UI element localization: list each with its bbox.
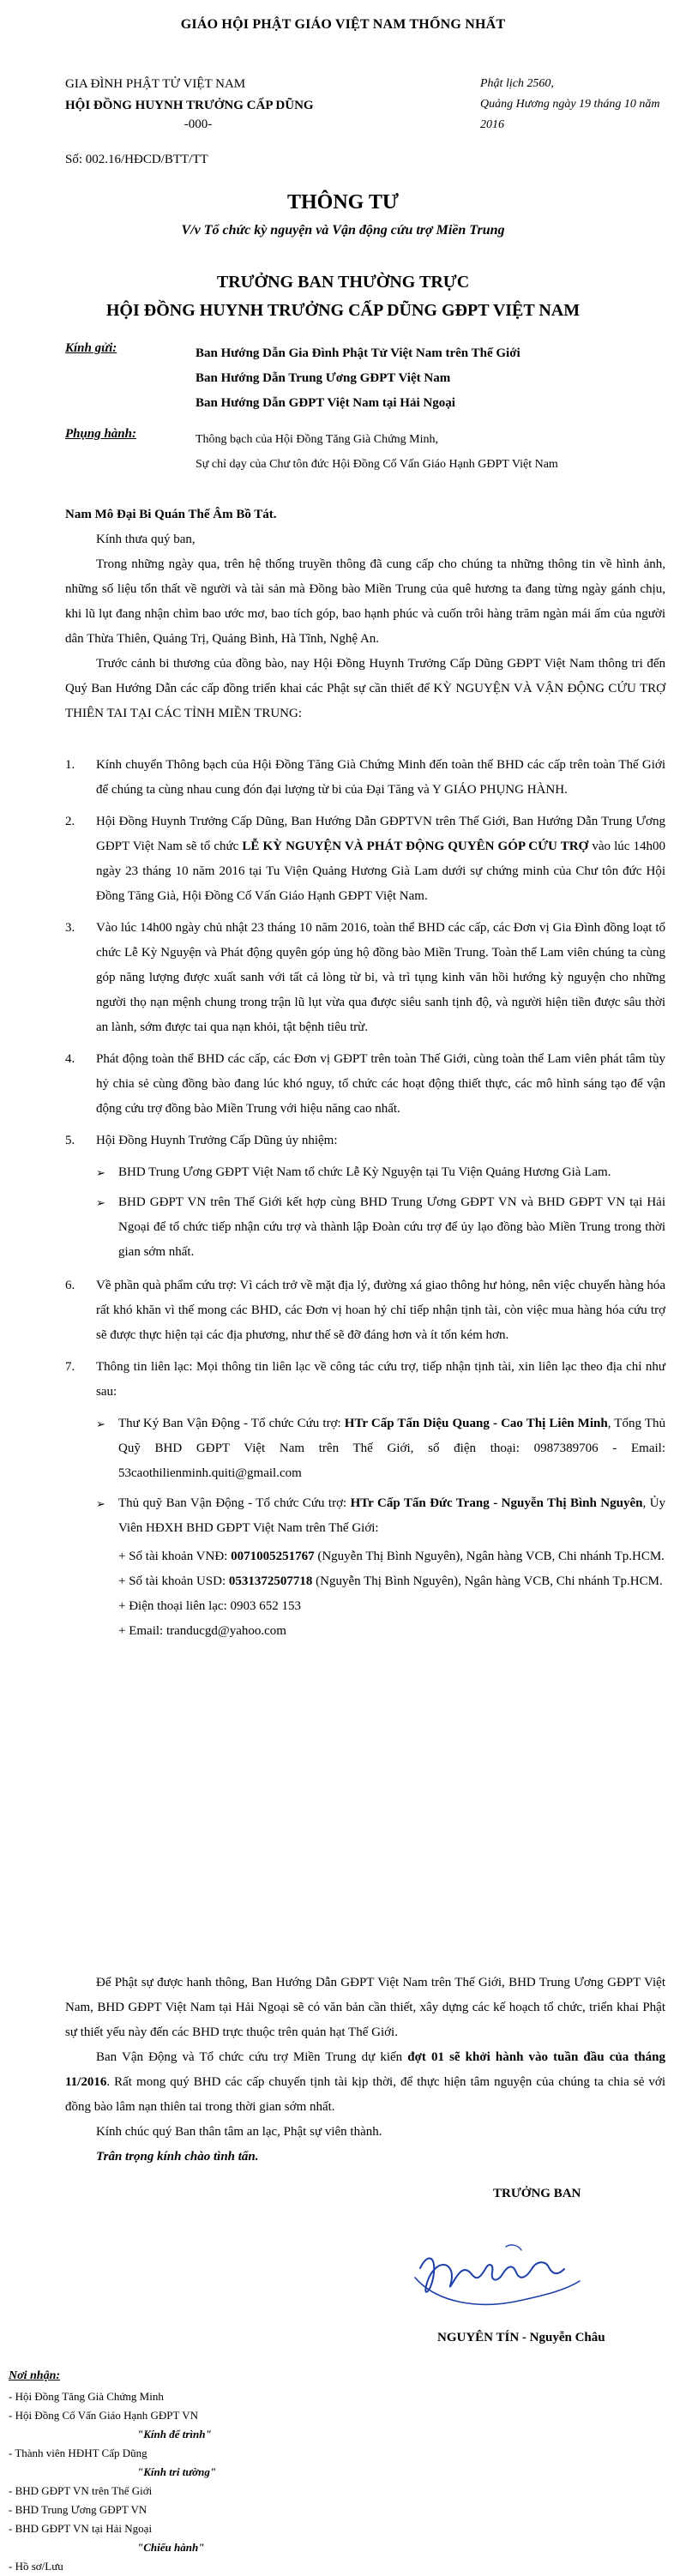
item-number: 6. (65, 1279, 75, 1292)
item-text: vào lúc 14h00 ngày 23 tháng 10 năm 2016 tại Tu Viện Quảng Hương Già Lam dưới sự chứng minh của Chư tôn đức Hội Đồng Tăng Già, Hội Đồng Cố Vấn Giáo Hạnh GĐPT Việt Nam. (96, 840, 666, 903)
item-number: 4. (65, 1052, 75, 1066)
recipient-item: - BHD Trung Ương GĐPT VN (9, 2503, 147, 2516)
account-detail: (Nguyễn Thị Bình Nguyên), Ngân hàng VCB, Chi nhánh Tp.HCM. (312, 1574, 663, 1588)
document-type: THÔNG TƯ (286, 191, 400, 214)
body-intro (65, 503, 665, 726)
contact-email-line[interactable]: + Email: tranducgd@yahoo.com (118, 1624, 286, 1638)
directive-list (65, 753, 665, 1644)
item-number: 7. (65, 1360, 75, 1374)
list-item (65, 1355, 665, 1405)
list-item (65, 916, 665, 1040)
paragraph-text: . Rất mong quý BHD các cấp chuyển tịnh tài kịp thời, để thực hiện tâm nguyện của chúng ta chia sẻ với đồng bào lâm nạn thiên tai trong thời gian sớm nhất. (65, 2075, 665, 2114)
contact-treasurer (96, 1491, 665, 1541)
closing-block (65, 1971, 665, 2170)
item-text: Kính chuyển Thông bạch của Hội Đồng Tăng Già Chứng Minh đến toàn thể BHD các cấp trên toàn Thế Giới để chúng ta cùng nhau cung đón đại lượng từ bi của Đại Tăng và Y GIÁO PHỤNG HÀNH. (96, 758, 665, 797)
sub-item (96, 1160, 665, 1185)
recipients-label: Nơi nhận: (9, 2369, 61, 2382)
basis-line: Sự chỉ dạy của Chư tôn đức Hội Đồng Cố Vấn Giáo Hạnh GĐPT Việt Nam (196, 458, 558, 471)
org-line-3: -000- (184, 117, 213, 131)
item-text: Phát động toàn thể BHD các cấp, các Đơn vị GĐPT trên toàn Thế Giới, cùng toàn thể Lam viên phát tâm tùy hỷ chia sẻ cùng đồng bào đang lúc khó nguy, tổ chức các hoạt động thiết thực, các mô hình sáng tạo để vận động cứu trợ đồng bào Miền Trung với hiệu năng cao nhất. (96, 1052, 665, 1116)
paragraph (65, 2045, 665, 2120)
check-arrow-icon: ➢ (96, 1196, 105, 1209)
greeting: Nam Mô Đại Bi Quán Thế Âm Bồ Tát. (65, 508, 277, 521)
check-arrow-icon: ➢ (96, 1166, 105, 1179)
item-text: Thông tin liên lạc: Mọi thông tin liên lạc về công tác cứu trợ, tiếp nhận tịnh tài, xin liên lạc theo địa chỉ như sau: (96, 1360, 665, 1399)
item-text: Hội Đồng Huynh Trưởng Cấp Dũng, Ban Hướng Dẫn GĐPTVN trên Thế Giới, Ban Hướng Dẫn Trung Ương GĐPT Việt Nam sẽ tổ chức (96, 815, 665, 853)
recipient-item: - Hội Đồng Cố Vấn Giáo Hạnh GĐPT VN (9, 2409, 198, 2422)
item-number: 3. (65, 921, 75, 935)
list-item (65, 810, 665, 909)
paragraph-bold: đợt 01 sẽ khởi hành vào tuần đầu của tháng 11/2016 (65, 2050, 665, 2089)
list-item (65, 1273, 665, 1348)
contact-secretary (96, 1411, 665, 1486)
item-text: Vào lúc 14h00 ngày chủ nhật 23 tháng 10 năm 2016, toàn thể BHD các cấp, các Đơn vị Gia Đình đồng loạt tổ chức Lễ Kỳ Nguyện và Phát động quyên góp ủng hộ đồng bào Miền Trung. Toàn thể Lam viên chúng ta cùng góp năng lượng được xuất sanh với tất cả lòng từ bi, và trì tụng kinh văn hồi hướng kỳ nguyện cho những người thọ nạn mệnh chung trong trận lũ lụt vừa qua được siêu sanh tịnh độ, và người hiện tiền được sâu thời an lành, sớm được tai qua nạn khỏi, tật bệnh tiêu trừ. (96, 921, 665, 1034)
account-label: + Số tài khoản USD: (118, 1574, 229, 1588)
basis-line: Thông bạch của Hội Đồng Tăng Già Chứng Minh, (196, 433, 439, 446)
contact-text: Thư Ký Ban Vận Động - Tổ chức Cứu trợ: (118, 1417, 345, 1430)
recipient-item: - Thành viên HĐHT Cấp Dũng (9, 2447, 147, 2459)
date-header (480, 74, 677, 135)
regards: Trân trọng kính chào tình tấn. (96, 2150, 259, 2164)
contact-name: HTr Cấp Tấn Đức Trang - Nguyễn Thị Bình Nguyên (350, 1496, 643, 1510)
document-subject: V/v Tổ chức kỳ nguyện và Vận động cứu trợ Miền Trung (181, 223, 505, 238)
paragraph: Để Phật sự được hanh thông, Ban Hướng Dẫn GĐPT Việt Nam trên Thế Giới, BHD Trung Ương GĐPT Việt Nam, BHD GĐPT Việt Nam tại Hải Ngoại sẽ có văn bản cần thiết, xây dựng các kế hoạch tổ chức, triển khai Phật sự thiết yếu này đến các BHD trực thuộc trên quản hạt Thế Giới. (65, 1976, 665, 2039)
paragraph: Trong những ngày qua, trên hệ thống truyền thông đã cung cấp cho chúng ta những thông tin về hình ảnh, những số liệu tổn thất về người và tài sản mà Đồng bào Miền Trung của quê hương ta đang từng ngày gánh chịu, khi lũ lụt đang nhận chìm bao ước mơ, bao tích góp, bao hạnh phúc và cuốn trôi hàng trăm ngàn mái ấm của người dân Thừa Thiên, Quảng Trị, Quảng Bình, Hà Tĩnh, Nghệ An. (65, 557, 665, 646)
recipient-item: - Hội Đồng Tăng Già Chứng Minh (9, 2390, 164, 2403)
contact-text: , Tổng Thủ Quỹ BHD GĐPT Việt Nam trên Thế Giới, số điện thoại: (118, 1417, 665, 1455)
item-text: Về phần quà phẩm cứu trợ: Vì cách trở về mặt địa lý, đường xá giao thông hư hỏng, nên việc chuyển hàng hóa rất khó khăn vì thế mong các BHD, các Đơn vị hoan hỷ chỉ tiếp nhận tịnh tài, còn việc mua hàng hóa cứu trợ sẽ được thực hiện tại các địa phương, như thế sẽ đỡ đáng hơn và ít tốn kém hơn. (96, 1279, 665, 1342)
buddhist-year: Phật lịch 2560, (480, 77, 554, 90)
paragraph: Trước cảnh bi thương của đồng bào, nay Hội Đồng Huynh Trưởng Cấp Dũng GĐPT Việt Nam thông tri đến Quý Ban Hướng Dẫn các cấp đồng triển khai các Phật sự cần thiết để KỲ NGUYỆN VÀ VẬN ĐỘNG CỨU TRỢ THIÊN TAI TẠI CÁC TỈNH MIỀN TRUNG: (65, 657, 665, 720)
check-arrow-icon: ➢ (96, 1497, 105, 1510)
signer-title: TRƯỞNG BAN (493, 2187, 581, 2200)
recipient-note: "Kính để trình" (137, 2428, 212, 2441)
basis-label: Phụng hành: (65, 427, 136, 441)
top-banner: GIÁO HỘI PHẬT GIÁO VIỆT NAM THỐNG NHẤT (180, 17, 506, 32)
issue-date: Quảng Hương ngày 19 tháng 10 năm 2016 (480, 98, 660, 131)
recipient-item: - BHD GĐPT VN tại Hải Ngoại (9, 2522, 153, 2535)
list-item (65, 1129, 665, 1153)
list-item (65, 1047, 665, 1122)
bank-account-vnd (118, 1544, 665, 1569)
list-item (65, 753, 665, 803)
account-detail: (Nguyễn Thị Bình Nguyên), Ngân hàng VCB, Chi nhánh Tp.HCM. (314, 1550, 665, 1563)
bank-account-usd (118, 1569, 665, 1594)
contact-text: , Ủy Viên HĐXH BHD GĐPT Việt Nam trên Thế Giới: (118, 1496, 665, 1535)
recipient-note: "Chiếu hành" (137, 2541, 205, 2554)
account-number: 0531372507718 (228, 1574, 313, 1588)
document-number: Số: 002.16/HĐCD/BTT/TT (65, 153, 208, 166)
recipient-item: - BHD GĐPT VN trên Thế Giới (9, 2484, 153, 2497)
paragraph-text: Ban Vận Động và Tổ chức cứu trợ Miền Trung dự kiến (96, 2050, 408, 2064)
item-number: 5. (65, 1134, 75, 1147)
item-number: 1. (65, 758, 75, 772)
check-arrow-icon: ➢ (96, 1417, 105, 1430)
to-label: Kính gửi: (65, 341, 117, 355)
issuer-line-2: HỘI ĐỒNG HUYNH TRƯỞNG CẤP DŨNG GĐPT VIỆT NAM (105, 301, 581, 320)
account-label: + Số tài khoản VNĐ: (118, 1550, 232, 1563)
item-text-bold: LỄ KỲ NGUYỆN VÀ PHÁT ĐỘNG QUYÊN GÓP CỨU TRỢ (242, 840, 589, 853)
contact-phone-line[interactable]: + Điện thoại liên lạc: 0903 652 153 (118, 1599, 302, 1613)
recipient-line: Ban Hướng Dẫn Gia Đình Phật Tử Việt Nam trên Thế Giới (196, 346, 521, 360)
contact-email[interactable]: - Email: 53caothilienminh.quiti@gmail.com (118, 1441, 665, 1480)
recipient-note: "Kính tri tường" (137, 2465, 217, 2478)
wishes: Kính chúc quý Ban thân tâm an lạc, Phật sự viên thành. (96, 2125, 382, 2139)
sub-item-text: BHD GĐPT VN trên Thế Giới kết hợp cùng BHD Trung Ương GĐPT VN và BHD GĐPT VN tại Hải Ngoại để tổ chức tiếp nhận cứu trợ và thành lập Đoàn cứu trợ để ủy lạo đồng bào Miền Trung trong thời gian sớm nhất. (118, 1195, 665, 1259)
sub-item-text: BHD Trung Ương GĐPT Việt Nam tổ chức Lễ Kỳ Nguyện tại Tu Viện Quảng Hương Già Lam. (118, 1165, 611, 1179)
item-number: 2. (65, 815, 75, 828)
contact-name: HTr Cấp Tấn Diệu Quang - Cao Thị Liên Minh (344, 1417, 608, 1430)
contact-text: Thủ quỹ Ban Vận Động - Tổ chức Cứu trợ: (118, 1496, 351, 1510)
recipients-footer (9, 2365, 334, 2576)
account-number: 0071005251767 (231, 1550, 315, 1563)
org-header (65, 74, 374, 132)
item-text: Hội Đồng Huynh Trưởng Cấp Dũng ủy nhiệm: (96, 1134, 338, 1147)
issuer-line-1: TRƯỞNG BAN THƯỜNG TRỰC (216, 273, 470, 292)
sub-item (96, 1190, 665, 1265)
recipient-item: - Hồ sơ/Lưu (9, 2560, 63, 2573)
salutation: Kính thưa quý ban, (96, 533, 196, 546)
handwritten-signature (403, 2221, 592, 2324)
recipient-line: Ban Hướng Dẫn GĐPT Việt Nam tại Hải Ngoại (196, 396, 455, 410)
org-line-1: GIA ĐÌNH PHẬT TỬ VIỆT NAM (65, 77, 246, 91)
contact-phone[interactable]: 0987389706 (533, 1441, 599, 1455)
recipient-line: Ban Hướng Dẫn Trung Ương GĐPT Việt Nam (196, 371, 451, 385)
org-line-2: HỘI ĐỒNG HUYNH TRƯỞNG CẤP DŨNG (65, 99, 314, 112)
signer-name: NGUYÊN TÍN - Nguyễn Châu (437, 2331, 605, 2344)
